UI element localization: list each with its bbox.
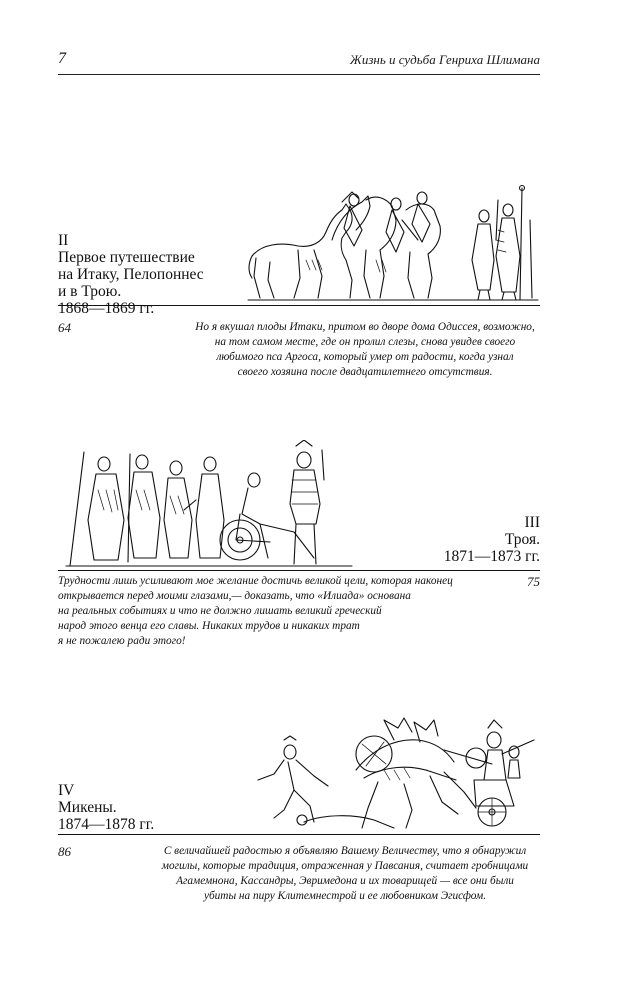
quote-line: Агамемнона, Кассандры, Эвримедона и их товарищей — все они были xyxy=(176,875,514,887)
section-rule xyxy=(58,305,540,306)
quote-line: своего хозяина после двадцатилетнего отсутствия. xyxy=(237,366,493,378)
heading-line: Первое путешествие xyxy=(58,249,195,266)
chariot-battle-illustration xyxy=(244,710,540,836)
heading-line: IV xyxy=(58,782,75,799)
horsemen-procession-illustration xyxy=(246,180,540,302)
chapter-section-3 xyxy=(58,440,540,650)
quote-line: на реальных событиях и что не должно лишать великий греческий xyxy=(58,605,382,617)
heading-line: Микены. xyxy=(58,799,117,816)
heading-line: Троя. xyxy=(504,531,540,548)
quote-line: Трудности лишь усиливают мое желание достичь великой цели, которая наконец xyxy=(58,575,453,587)
quote-line: С величайшей радостью я объявляю Вашему Величеству, что я обнаружил xyxy=(163,845,527,857)
quote-line: могилы, которые традиция, отраженная у Павсания, считает гробницами xyxy=(161,860,529,872)
seated-warrior-council-illustration xyxy=(64,440,354,568)
chapter-heading xyxy=(444,514,540,565)
heading-line: III xyxy=(524,514,540,531)
heading-line: на Итаку, Пелопоннес xyxy=(58,266,204,283)
reference-page-number: 86 xyxy=(58,844,71,859)
quote-line: на том самом месте, где он пролил слезы, снова увидев своего xyxy=(214,336,516,348)
chapter-section-4 xyxy=(58,710,540,910)
chapter-section-2 xyxy=(58,180,540,380)
reference-page-number: 75 xyxy=(527,574,540,589)
heading-line: 1868—1869 гг. xyxy=(58,300,155,317)
reference-page-number: 64 xyxy=(58,320,71,335)
epigraph-quote xyxy=(58,574,488,649)
quote-line: убиты на пиру Клитемнестрой и ее любовником Эгисфом. xyxy=(203,890,487,902)
heading-line: II xyxy=(58,232,69,249)
section-rule xyxy=(58,834,540,835)
header-rule xyxy=(58,74,540,75)
epigraph-quote xyxy=(150,844,540,904)
quote-line: народ этого венца его славы. Никаких трудов и никаких трат xyxy=(58,620,360,632)
quote-line: любимого пса Аргоса, который умер от радости, когда узнал xyxy=(216,351,514,363)
page-number: 7 xyxy=(58,50,66,67)
section-rule xyxy=(58,570,540,571)
heading-line: 1871—1873 гг. xyxy=(443,548,540,565)
quote-line: я не пожалею ради этого! xyxy=(58,635,186,647)
epigraph-quote xyxy=(190,320,540,380)
heading-line: и в Трою. xyxy=(58,283,122,300)
running-header xyxy=(58,48,540,72)
quote-line: Но я вкушал плоды Итаки, притом во дворе дома Одиссея, возможно, xyxy=(195,321,535,333)
chapter-heading xyxy=(58,782,154,833)
heading-line: 1874—1878 гг. xyxy=(58,816,155,833)
quote-line: открывается перед моими глазами,— доказать, что «Илиада» основана xyxy=(58,590,411,602)
running-title: Жизнь и судьба Генриха Шлимана xyxy=(349,52,540,67)
